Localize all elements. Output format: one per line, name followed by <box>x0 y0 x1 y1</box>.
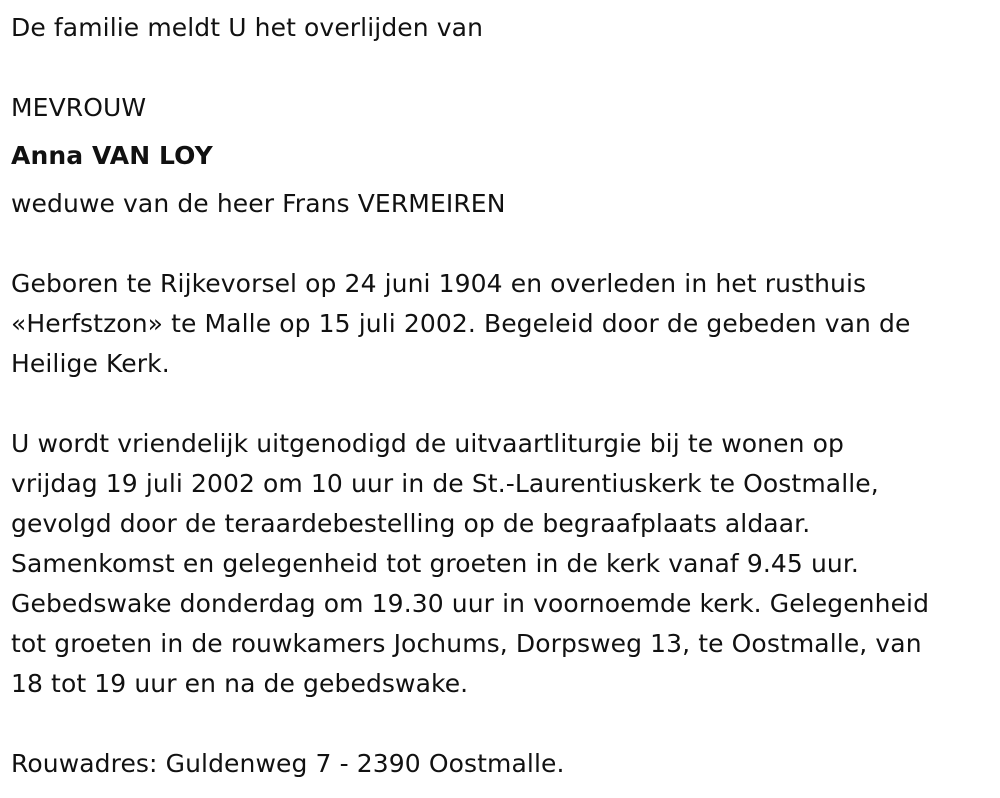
widow-of-text: weduwe van de heer Frans VERMEIREN <box>11 189 506 218</box>
birth-death-paragraph <box>11 264 1000 384</box>
paragraph-line: vrijdag 19 juli 2002 om 10 uur in de St.-Laurentiuskerk te Oostmalle, <box>11 469 879 498</box>
spacer <box>11 48 1000 88</box>
spacer <box>11 384 1000 424</box>
funeral-paragraph <box>11 424 1000 704</box>
paragraph-line: Samenkomst en gelegenheid tot groeten in de kerk vanaf 9.45 uur. <box>11 549 859 578</box>
paragraph-line: 18 tot 19 uur en na de gebedswake. <box>11 669 469 698</box>
paragraph-line: Geboren te Rijkevorsel op 24 juni 1904 en overleden in het rusthuis <box>11 269 867 298</box>
paragraph-line: Heilige Kerk. <box>11 349 170 378</box>
intro-text: De familie meldt U het overlijden van <box>11 13 484 42</box>
spacer <box>11 704 1000 744</box>
paragraph-line: tot groeten in de rouwkamers Jochums, Dorpsweg 13, te Oostmalle, van <box>11 629 922 658</box>
paragraph-line: «Herfstzon» te Malle op 15 juli 2002. Begeleid door de gebeden van de <box>11 309 911 338</box>
paragraph-line: gevolgd door de teraardebestelling op de begraafplaats aldaar. <box>11 509 811 538</box>
paragraph-line: Gebedswake donderdag om 19.30 uur in voornoemde kerk. Gelegenheid <box>11 589 930 618</box>
mourning-address: Rouwadres: Guldenweg 7 - 2390 Oostmalle. <box>11 749 565 778</box>
deceased-name: Anna VAN LOY <box>11 141 213 170</box>
spacer <box>11 224 1000 264</box>
honorific: MEVROUW <box>11 93 147 122</box>
paragraph-line: U wordt vriendelijk uitgenodigd de uitvaartliturgie bij te wonen op <box>11 429 844 458</box>
